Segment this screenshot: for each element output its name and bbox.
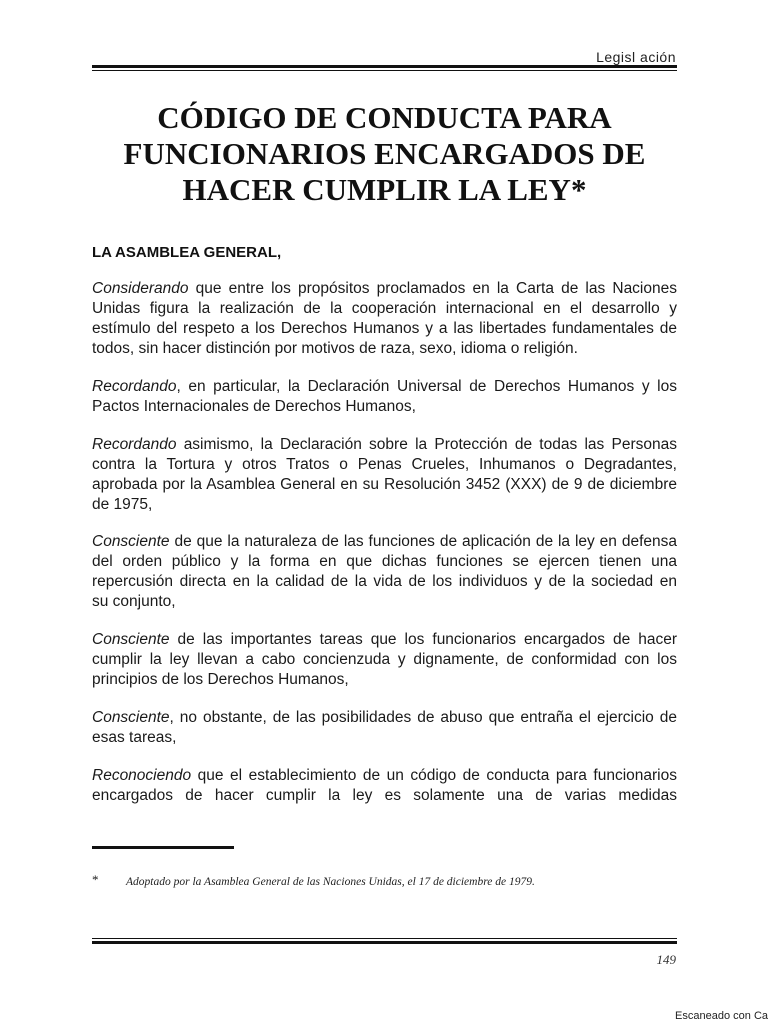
title-line: HACER CUMPLIR LA LEY* — [182, 172, 587, 207]
paragraph-keyword: Consciente — [92, 631, 170, 648]
paragraph-line: su conjunto, — [92, 593, 176, 610]
scan-watermark: Escaneado con Ca — [675, 1010, 768, 1022]
paragraph-line: de las importantes tareas que los funcionarios encargados de hacer — [169, 631, 677, 648]
paragraph-keyword: Consciente — [92, 709, 170, 726]
header-rule-thick — [92, 65, 677, 68]
paragraph-line: de que la naturaleza de las funciones de aplicación de la ley en defensa — [169, 533, 677, 550]
paragraph-line: , no obstante, de las posibilidades de abuso que entraña el ejercicio de — [169, 709, 677, 726]
paragraph-considerando — [92, 279, 677, 359]
paragraph-keyword: Consciente — [92, 533, 170, 550]
paragraph-keyword: Reconociendo — [92, 767, 192, 784]
header-rule-thin — [92, 70, 677, 71]
running-head: Legisl ación — [596, 49, 676, 65]
paragraph-reconociendo — [92, 766, 677, 806]
footnote-mark: * — [92, 872, 99, 887]
paragraph-line: Pactos Internacionales de Derechos Humanos, — [92, 398, 416, 415]
paragraph-line: que el establecimiento de un código de conducta para funcionarios — [191, 767, 677, 784]
paragraph-line: del orden público y la forma en que dichas funciones se ejercen tienen una — [92, 553, 677, 570]
paragraph-line: que entre los propósitos proclamados en la Carta de las Naciones — [188, 280, 677, 297]
paragraph-line: encargados de hacer cumplir la ley es solamente una de varias medidas — [92, 787, 677, 804]
paragraph-line: contra la Tortura y otros Tratos o Penas Crueles, Inhumanos o Degradantes, — [92, 456, 677, 473]
paragraph-line: aprobada por la Asamblea General en su Resolución 3452 (XXX) de 9 de diciembre — [92, 476, 677, 493]
paragraph-line: cumplir la ley llevan a cabo concienzuda y dignamente, de conformidad con los — [92, 651, 677, 668]
paragraph-line: esas tareas, — [92, 729, 177, 746]
paragraph-line: repercusión directa en la calidad de la vida de los individuos y de la sociedad en — [92, 573, 677, 590]
footnote-text: Adoptado por la Asamblea General de las Naciones Unidas, el 17 de diciembre de 1979. — [126, 876, 535, 888]
paragraph-line: asimismo, la Declaración sobre la Protección de todas las Personas — [176, 436, 677, 453]
paragraph-line: todos, sin hacer distinción por motivos de raza, sexo, idioma o religión. — [92, 340, 578, 357]
footnote-rule — [92, 846, 234, 849]
paragraph-recordando-2 — [92, 435, 677, 515]
paragraph-line: de 1975, — [92, 496, 153, 513]
paragraph-line: principios de los Derechos Humanos, — [92, 671, 349, 688]
paragraph-line: estímulo del respeto a los Derechos Humanos y a las libertades fundamentales de — [92, 320, 677, 337]
paragraph-consciente-3 — [92, 708, 677, 748]
paragraph-keyword: Recordando — [92, 378, 177, 395]
paragraph-line: Unidas figura la realización de la cooperación internacional en el desarrollo y — [92, 300, 677, 317]
paragraph-keyword: Recordando — [92, 436, 177, 453]
footer-rule-thin — [92, 938, 677, 939]
title-line: CÓDIGO DE CONDUCTA PARA — [157, 100, 612, 135]
footer-rule-thick — [92, 941, 677, 944]
paragraph-keyword: Considerando — [92, 280, 189, 297]
title-line: FUNCIONARIOS ENCARGADOS DE — [123, 136, 646, 171]
paragraph-recordando-1 — [92, 377, 677, 417]
paragraph-line: , en particular, la Declaración Universal de Derechos Humanos y los — [176, 378, 677, 395]
document-title — [92, 100, 677, 208]
section-heading: LA ASAMBLEA GENERAL, — [92, 244, 282, 261]
paragraph-consciente-1 — [92, 532, 677, 612]
paragraph-consciente-2 — [92, 630, 677, 690]
page-number: 149 — [656, 952, 676, 967]
